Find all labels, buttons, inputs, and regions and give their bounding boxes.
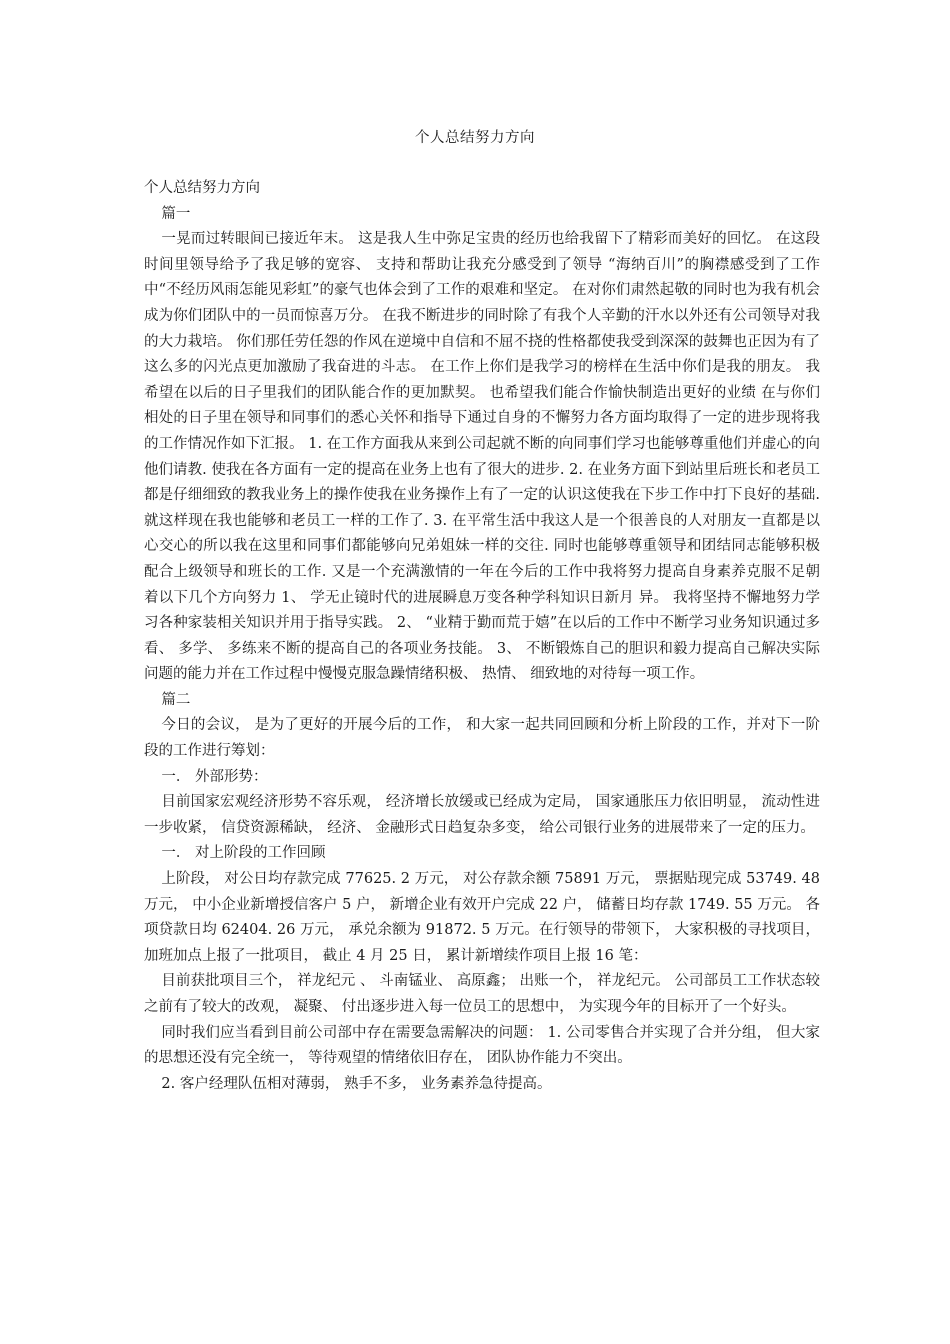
paragraph: 篇一	[161, 205, 191, 222]
paragraph: 一． 外部形势：	[161, 768, 268, 785]
document-heading: 个人总结努力方向	[144, 180, 260, 196]
paragraph: 今日的会议， 是为了更好的开展今后的工作， 和大家一起共同回顾和分析上阶段的工作，并对下一阶段的工作进行筹划：	[144, 717, 820, 760]
paragraph: 一晃而过转眼间已接近年末。 这是我人生中弥足宝贵的经历也给我留下了精彩而美好的回忆。 在这段时间里领导给予了我足够的宽容、 支持和帮助让我充分感受到了领导 “海纳百川”的胸襟感受到了工作中“不经历风雨怎能见彩虹”的豪气也体会到了工作的艰难和坚定。 在对你们肃然起敬的同时也为我有机会成为你们团队中的一员而惊喜万分。 在我不断进步的同时除了有我个人辛勤的汗水以外还有公司领导对我的大力栽培。 你们那任劳任怨的作风在逆境中自信和不屈不挠的性格都使我受到深深的鼓舞也正因为有了这么多的闪光点更加激励了我奋进的斗志。 在工作上你们是我学习的榜样在生活中你们是我的朋友。 我希望在以后的日子里我们的团队能合作的更加默契。 也希望我们能合作愉快制造出更好的业绩 在与你们相处的日子里在领导和同事们的悉心关怀和指导下通过自身的不懈努力各方面均取得了一定的进步现将我的工作情况作如下汇报。 1. 在工作方面我从来到公司起就不断的向同事们学习也能够尊重他们并虚心的向他们请教. 使我在各方面有一定的提高在业务上也有了很大的进步. 2. 在业务方面下到站里后班长和老员工都是仔细细致的教我业务上的操作使我在业务操作上有了一定的认识这使我在下步工作中打下良好的基础. 就这样现在我也能够和老员工一样的工作了. 3. 在平常生活中我这人是一个很善良的人对朋友一直都是以心交心的所以我在这里和同事们都能够向兄弟姐妹一样的交往. 同时也能够尊重领导和团结同志能够积极配合上级领导和班长的工作. 又是一个充满激情的一年在今后的工作中我将努力提高自身素养克服不足朝着以下几个方向努力 1、 学无止镜时代的进展瞬息万变各种学科知识日新月 异。 我将坚持不懈地努力学习各种家装相关知识并用于指导实践。 2、 “业精于勤而荒于嬉”在以后的工作中不断学习业务知识通过多看、 多学、 多练来不断的提高自己的各项业务技能。 3、 不断锻炼自己的胆识和毅力提高自己解决实际问题的能力并在工作过程中慢慢克服急躁情绪积极、 热情、 细致地的对待每一项工作。	[144, 231, 820, 683]
paragraph: 篇二	[161, 691, 191, 708]
paragraph: 同时我们应当看到目前公司部中存在需要急需解决的问题： 1. 公司零售合并实现了合并分组， 但大家的思想还没有完全统一， 等待观望的情绪依旧存在， 团队协作能力不突出。	[144, 1024, 820, 1067]
paragraph: 上阶段， 对公日均存款完成 77625. 2 万元， 对公存款余额 75891 万元， 票据贴现完成 53749. 48 万元， 中小企业新增授信客户 5 户， 新增企业有效开户完成 22 户， 储蓄日均存款 1749. 55 万元。 各项贷款日均 62404. 26 万元， 承兑余额为 91872. 5 万元。在行领导的带领下， 大家积极的寻找项目， 加班加点上报了一批项目， 截止 4 月 25 日， 累计新增续作项目上报 16 笔：	[144, 871, 820, 964]
paragraph: 一． 对上阶段的工作回顾	[161, 845, 326, 862]
paragraph: 目前国家宏观经济形势不容乐观， 经济增长放缓或已经成为定局， 国家通胀压力依旧明显， 流动性进一步收紧， 信贷资源稀缺， 经济、 金融形式日趋复杂多变， 给公司银行业务的进展带来了一定的压力。	[144, 794, 820, 836]
paragraph: 2. 客户经理队伍相对薄弱， 熟手不多， 业务素养急待提高。	[161, 1075, 552, 1092]
paragraph: 目前获批项目三个， 祥龙纪元 、 斗南锰业、 高原鑫； 出账一个， 祥龙纪元。 公司部员工工作状态较之前有了较大的改观， 凝聚、 付出逐步进入每一位员工的思想中， 为实现今年的目标开了一个好头。	[144, 973, 820, 1015]
document-body	[144, 176, 820, 1097]
document-title: 个人总结努力方向	[415, 130, 535, 146]
